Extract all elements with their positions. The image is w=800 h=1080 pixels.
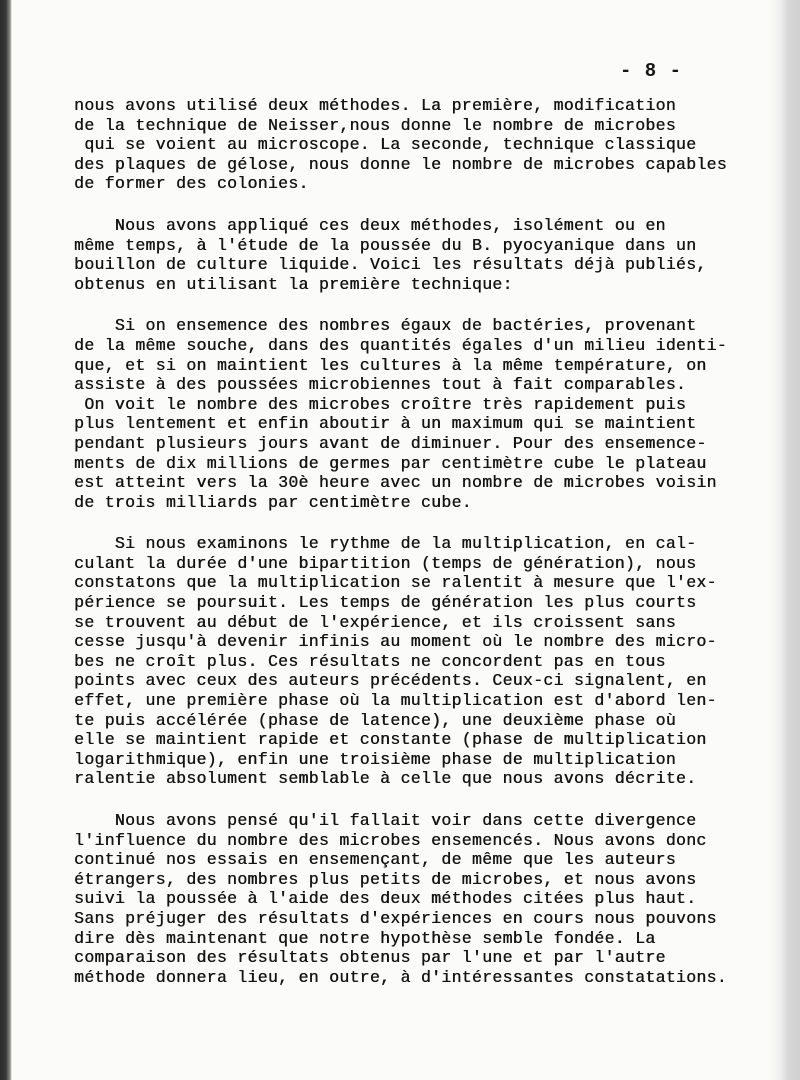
text-line: bes ne croît plus. Ces résultats ne concordent pas en tous (74, 651, 666, 671)
scan-left-edge (0, 0, 12, 1080)
text-line: ments de dix millions de germes par centimètre cube le plateau (74, 453, 707, 473)
page-number: - 8 - (620, 60, 683, 82)
paragraph-2 (74, 216, 784, 294)
text-line: même temps, à l'étude de la poussée du B. pyocyanique dans un (74, 235, 697, 255)
text-line: comparaison des résultats obtenus par l'une et par l'autre (74, 948, 666, 968)
text-line: qui se voient au microscope. La seconde, technique classique (74, 135, 697, 155)
text-line: ralentie absolument semblable à celle que nous avons décrite. (74, 769, 697, 789)
text-line: constatons que la multiplication se ralentit à mesure que l'ex- (74, 573, 717, 593)
text-line: Sans préjuger des résultats d'expériences en cours nous pouvons (74, 908, 717, 928)
paragraph-4 (74, 534, 784, 789)
text-line: plus lentement et enfin aboutir à un maximum qui se maintient (74, 414, 697, 434)
text-line: cesse jusqu'à devenir infinis au moment où le nombre des micro- (74, 632, 717, 652)
text-line: suivi la poussée à l'aide des deux méthodes citées plus haut. (74, 889, 697, 909)
text-line: l'influence du nombre des microbes ensemencés. Nous avons donc (74, 830, 707, 850)
text-line: points avec ceux des auteurs précédents. Ceux-ci signalent, en (74, 671, 707, 691)
text-line: elle se maintient rapide et constante (phase de multiplication (74, 730, 707, 750)
text-line: Nous avons pensé qu'il fallait voir dans cette divergence (74, 811, 697, 830)
text-line: que, et si on maintient les cultures à la même température, on (74, 355, 707, 375)
paragraph-1 (74, 96, 784, 194)
text-line: obtenus en utilisant la première technique: (74, 274, 513, 294)
text-line: On voit le nombre des microbes croître très rapidement puis (74, 394, 687, 414)
text-line: dire dès maintenant que notre hypothèse semble fondée. La (74, 928, 656, 948)
text-line: Nous avons appliqué ces deux méthodes, isolément ou en (74, 215, 666, 235)
text-line: culant la durée d'une bipartition (temps de génération), nous (74, 553, 697, 573)
body-text (74, 96, 784, 1009)
text-line: Si on ensemence des nombres égaux de bactéries, provenant (74, 316, 697, 336)
text-line: effet, une première phase où la multiplication est d'abord len- (74, 691, 717, 711)
text-line: continué nos essais en ensemençant, de même que les auteurs (74, 850, 676, 870)
text-line: étrangers, des nombres plus petits de microbes, et nous avons (74, 869, 697, 889)
text-line: Si nous examinons le rythme de la multiplication, en cal- (74, 534, 697, 554)
text-line: nous avons utilisé deux méthodes. La première, modification (74, 96, 676, 115)
text-line: méthode donnera lieu, en outre, à d'intéressantes constatations. (74, 967, 727, 987)
text-line: de la même souche, dans des quantités égales d'un milieu identi- (74, 335, 727, 355)
text-line: pendant plusieurs jours avant de diminuer. Pour des ensemence- (74, 433, 707, 453)
text-line: bouillon de culture liquide. Voici les résultats déjà publiés, (74, 255, 707, 275)
text-line: se trouvent au début de l'expérience, et ils croissent sans (74, 612, 676, 632)
text-line: logarithmique), enfin une troisième phase de multiplication (74, 749, 676, 769)
paragraph-5 (74, 811, 784, 987)
text-line: de former des colonies. (74, 174, 309, 194)
text-line: de trois milliards par centimètre cube. (74, 492, 472, 512)
text-line: assiste à des poussées microbiennes tout à fait comparables. (74, 375, 687, 395)
paragraph-3 (74, 316, 784, 512)
text-line: est atteint vers la 30è heure avec un nombre de microbes voisin (74, 473, 717, 493)
text-line: te puis accélérée (phase de latence), une deuxième phase où (74, 710, 676, 730)
text-line: périence se poursuit. Les temps de génération les plus courts (74, 593, 697, 613)
text-line: de la technique de Neisser,nous donne le nombre de microbes (74, 115, 676, 135)
text-line: des plaques de gélose, nous donne le nombre de microbes capables (74, 154, 727, 174)
